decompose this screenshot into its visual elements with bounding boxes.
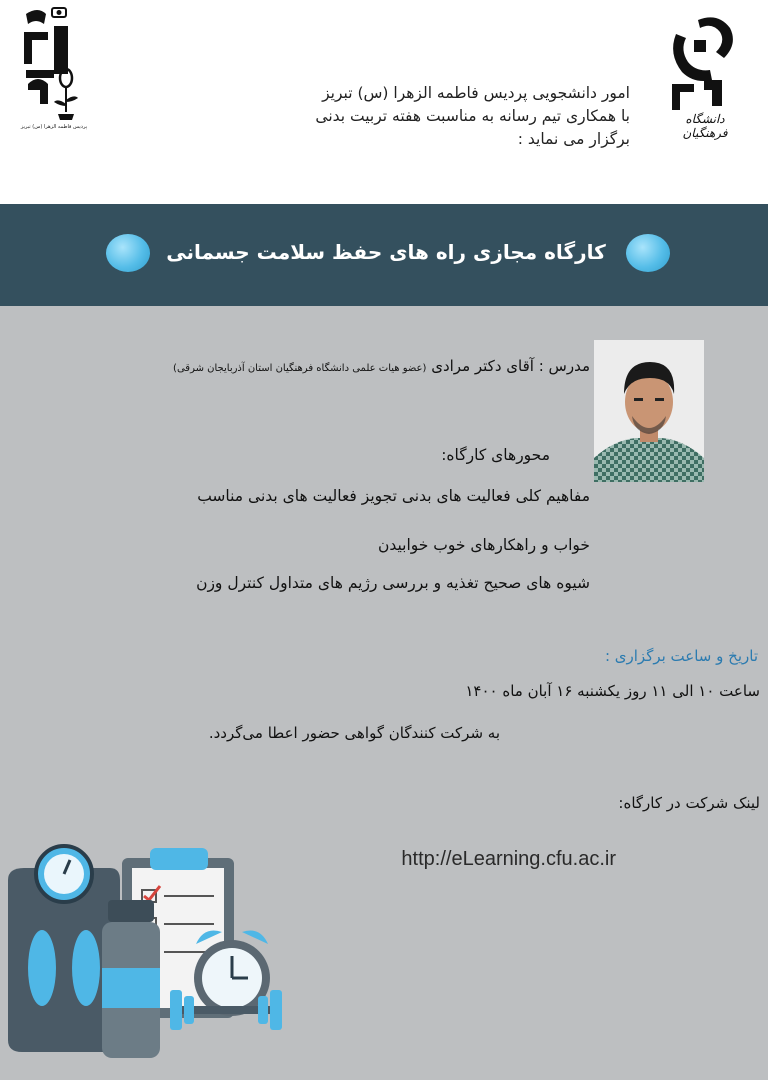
topic-item: شیوه های صحیح تغذیه و بررسی رژیم های متداول کنترل وزن bbox=[196, 574, 590, 592]
schedule-heading: تاریخ و ساعت برگزاری : bbox=[604, 647, 758, 665]
topics-heading: محورهای کارگاه: bbox=[441, 446, 550, 464]
intro-line-1: امور دانشجویی پردیس فاطمه الزهرا (س) تبریز bbox=[322, 84, 630, 102]
intro-line-3: برگزار می نماید : bbox=[517, 130, 630, 148]
instructor-line bbox=[10, 357, 590, 375]
farhangian-university-logo bbox=[664, 14, 744, 124]
schedule-datetime: ساعت ۱۰ الی ۱۱ روز یکشنبه ۱۶ آبان ماه ۱۴۰۰ bbox=[465, 682, 760, 700]
certificate-note: به شرکت کنندگان گواهی حضور اعطا می‌گردد. bbox=[208, 724, 500, 742]
intro-text bbox=[130, 82, 630, 151]
intro-line-2: با همکاری تیم رسانه به مناسبت هفته تربیت بدنی bbox=[315, 107, 630, 125]
link-heading: لینک شرکت در کارگاه: bbox=[618, 794, 760, 812]
fitness-illustration bbox=[0, 840, 300, 1080]
instructor-affiliation: (عضو هیات علمی دانشگاه فرهنگیان استان آذربایجان شرقی) bbox=[173, 363, 427, 374]
water-bottle-icon bbox=[102, 900, 160, 1058]
workshop-title: کارگاه مجازی راه های حفظ سلامت جسمانی bbox=[166, 240, 606, 264]
pardis-logo bbox=[18, 4, 88, 136]
topic-item: مفاهیم کلی فعالیت های بدنی تجویز فعالیت های بدنی مناسب bbox=[197, 487, 590, 505]
instructor-photo bbox=[594, 340, 704, 482]
farhangian-logo-caption: دانشگاه فرهنگیان bbox=[682, 112, 728, 140]
pardis-logo-caption: پردیس فاطمه الزهرا (س) تبریز bbox=[20, 124, 88, 130]
instructor-label: مدرس : bbox=[538, 357, 590, 375]
instructor-name: آقای دکتر مرادی bbox=[431, 357, 534, 375]
workshop-link[interactable]: http://eLearning.cfu.ac.ir bbox=[401, 848, 616, 870]
topic-item: خواب و راهکارهای خوب خوابیدن bbox=[377, 536, 590, 554]
